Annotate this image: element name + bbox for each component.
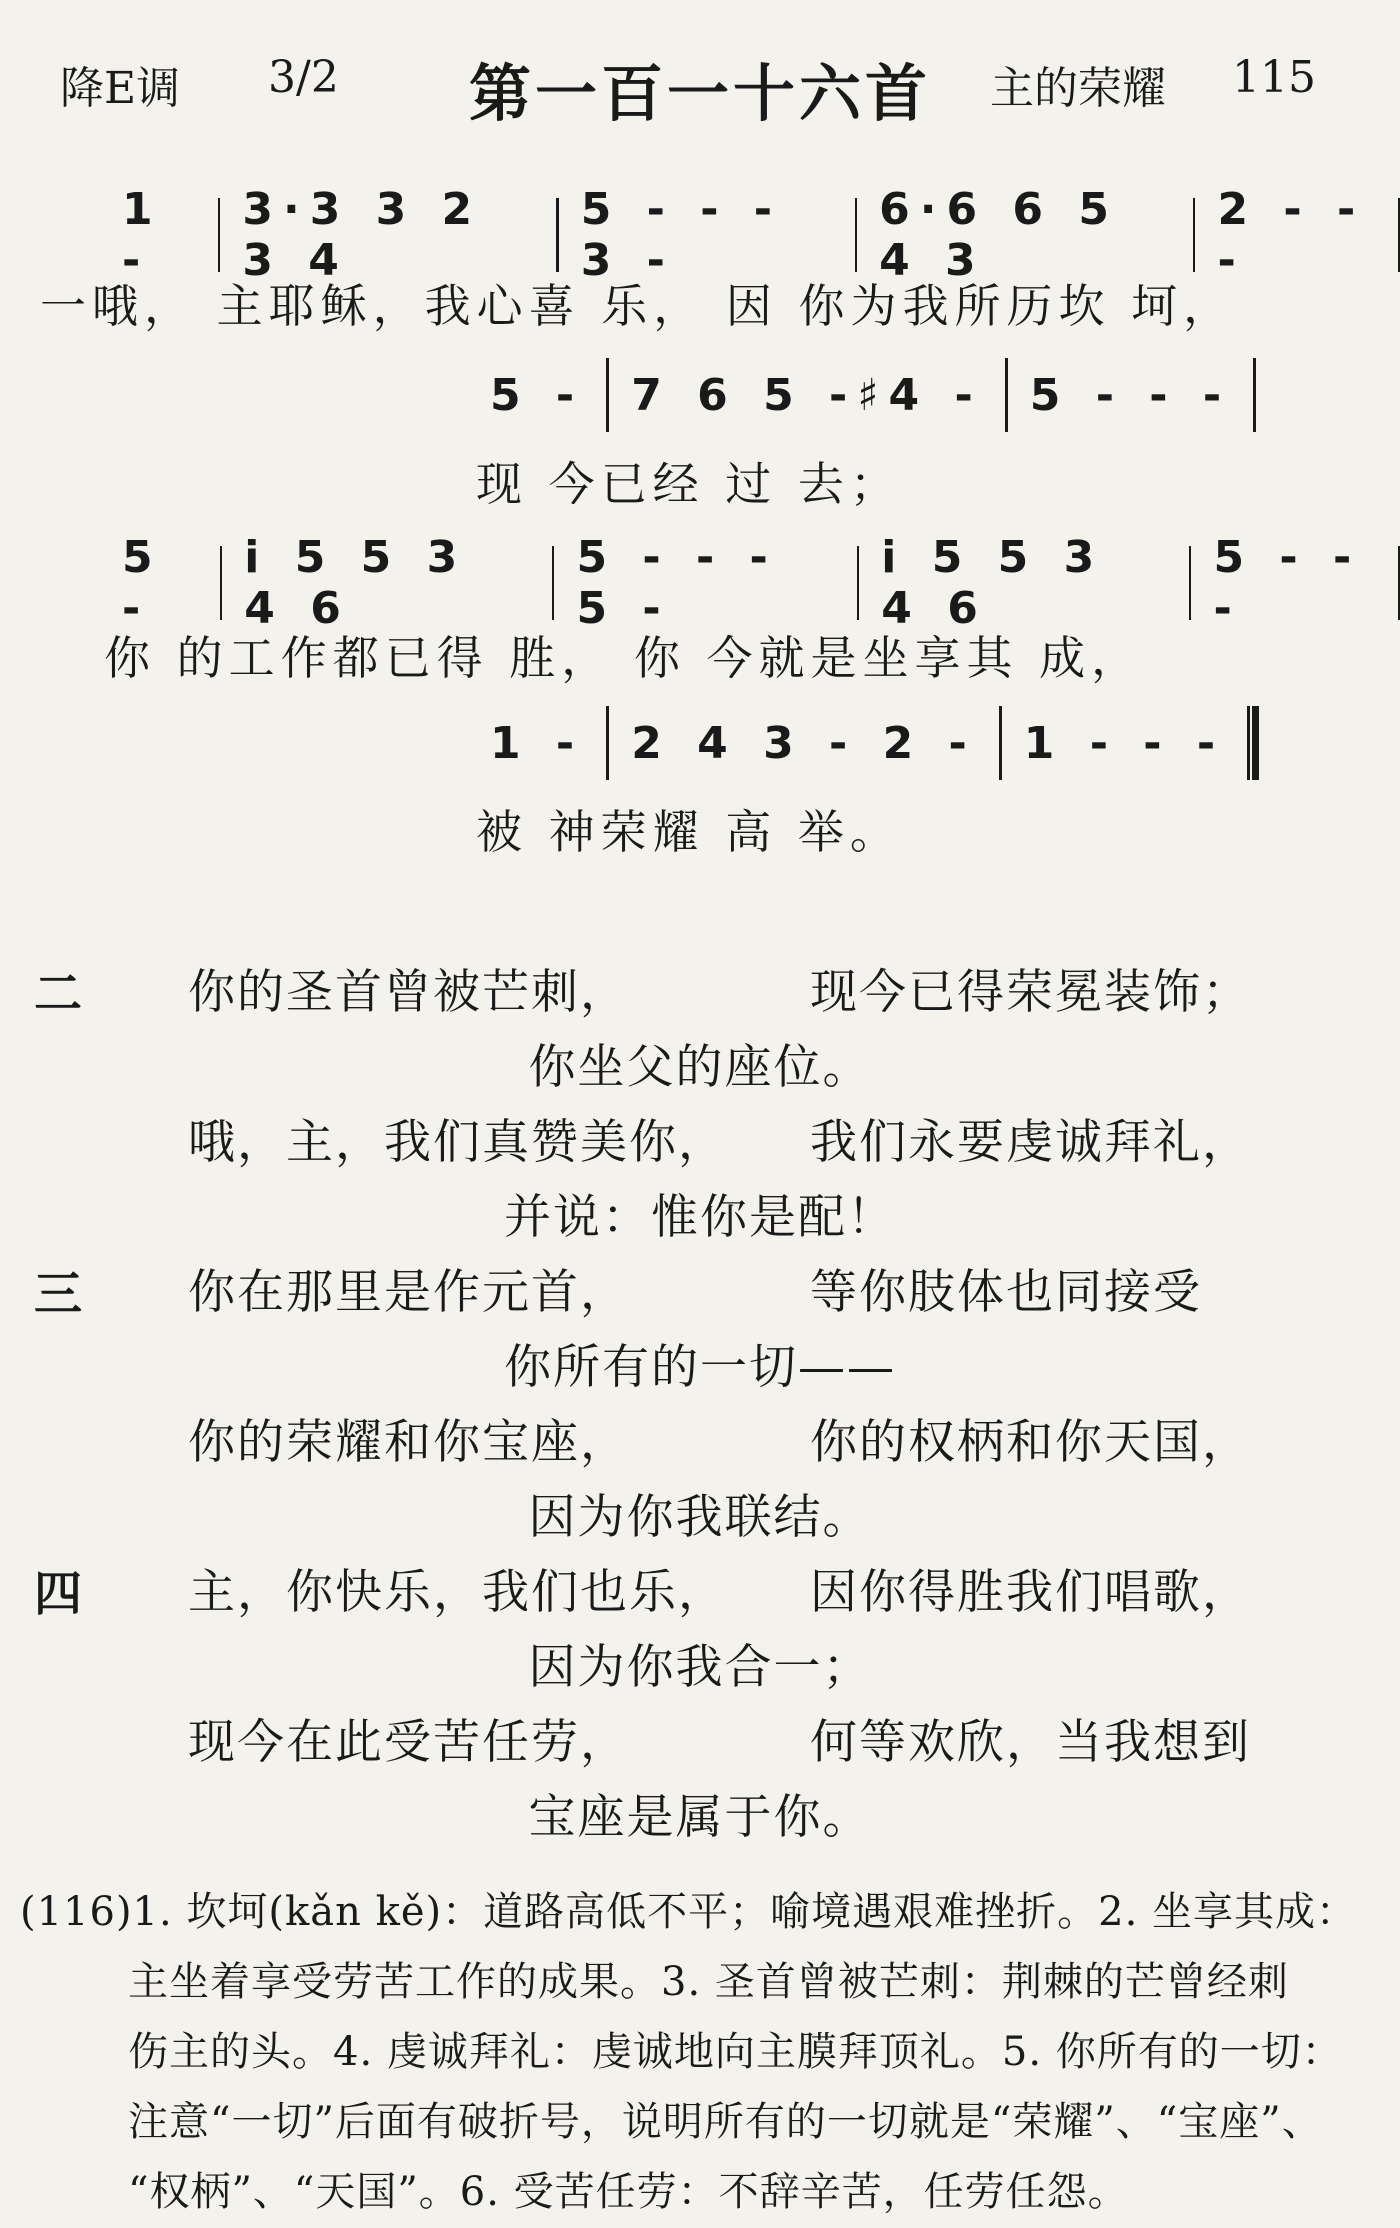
verse-number: 四 xyxy=(34,1566,83,1622)
measure: 5 - - - xyxy=(1029,369,1232,421)
measure: 5 - - - xyxy=(1213,532,1362,634)
verse-line: 现今在此受苦任劳， xyxy=(188,1715,629,1770)
verse-line: 你的圣首曾被芒刺， xyxy=(188,965,629,1020)
measure: 3·3 3 2 3 4 xyxy=(242,184,483,286)
measure: 5 - xyxy=(122,532,163,634)
footnote-line: 主坐着享受劳苦工作的成果。3. 圣首曾被芒刺：荆棘的芒曾经刺 xyxy=(128,1959,1289,2005)
measure: 5 - - - 3 - xyxy=(580,184,783,286)
score-row-3 xyxy=(100,532,1400,634)
measure: 7 6 5 -♯4 - xyxy=(631,369,983,421)
hymn-subtitle: 主的荣耀 xyxy=(990,63,1166,114)
score-row-2 xyxy=(468,358,1256,432)
measure: 1 - - - xyxy=(1023,717,1226,769)
footnote-line: (116)1. 坎坷(kǎn kě)：道路高低不平；喻境遇艰难挫折。2. 坐享其成： xyxy=(20,1889,1357,1935)
measure: 6·6 6 5 4 3 xyxy=(879,184,1119,286)
verse-line: 等你肢体也同接受 xyxy=(810,1265,1202,1320)
verse-line-center: 并说：惟你是配！ xyxy=(504,1190,896,1245)
verse-line-center: 因为你我联结。 xyxy=(528,1490,872,1545)
verse-line: 你在那里是作元首， xyxy=(188,1265,629,1320)
verse-line-center: 你所有的一切—— xyxy=(504,1340,896,1395)
time-signature: 3/2 xyxy=(268,52,339,103)
page-number: 115 xyxy=(1232,52,1316,103)
verse-line: 现今已得荣冕装饰； xyxy=(810,965,1251,1020)
verse-number: 三 xyxy=(34,1266,83,1322)
hymn-title: 第一百一十六首 xyxy=(468,57,931,130)
lyric-row-1: 一哦， 主耶稣，我心喜 乐， 因 你为我所历坎 坷， xyxy=(40,279,1236,333)
verse-line: 主，你快乐，我们也乐， xyxy=(188,1565,727,1620)
verse-line-center: 因为你我合一； xyxy=(528,1640,872,1695)
final-barline xyxy=(1247,706,1259,780)
measure: 1 - xyxy=(490,717,585,769)
verse-line: 你的荣耀和你宝座， xyxy=(188,1415,629,1470)
verse-line: 哦，主，我们真赞美你， xyxy=(188,1115,727,1170)
verse-number: 二 xyxy=(34,966,83,1022)
footnote-line: “权柄”、“天国”。6. 受苦任劳：不辞辛苦，任劳任怨。 xyxy=(128,2169,1129,2215)
measure: i 5 5 3 4 6 xyxy=(244,532,468,634)
score-row-4 xyxy=(468,706,1259,780)
barline xyxy=(1253,358,1256,432)
measure: 5 - xyxy=(490,369,585,421)
measure: 1 - xyxy=(122,184,163,286)
verse-line: 我们永要虔诚拜礼， xyxy=(810,1115,1251,1170)
measure: 5 - - - 5 - xyxy=(576,532,778,634)
footnote-line: 注意“一切”后面有破折号，说明所有的一切就是“荣耀”、“宝座”、 xyxy=(128,2099,1323,2145)
lyric-row-2: 现 今已经 过 去； xyxy=(476,457,902,511)
verse-line: 你的权柄和你天国， xyxy=(810,1415,1251,1470)
measure: 2 4 3 - 2 - xyxy=(631,717,977,769)
key-signature: 降E调 xyxy=(60,63,181,114)
verse-line: 因你得胜我们唱歌， xyxy=(810,1565,1251,1620)
lyric-row-4: 被 神荣耀 高 举。 xyxy=(476,805,902,859)
verse-line: 何等欢欣，当我想到 xyxy=(810,1715,1251,1770)
footnote-line: 伤主的头。4. 虔诚拜礼：虔诚地向主膜拜顶礼。5. 你所有的一切： xyxy=(128,2029,1343,2075)
lyric-row-3: 你 的工作都已得 胜， 你 今就是坐享其 成， xyxy=(104,631,1144,685)
verse-line-center: 你坐父的座位。 xyxy=(528,1040,872,1095)
measure: i 5 5 3 4 6 xyxy=(881,532,1105,634)
measure: 2 - - - xyxy=(1217,184,1366,286)
verse-line-center: 宝座是属于你。 xyxy=(528,1790,872,1845)
